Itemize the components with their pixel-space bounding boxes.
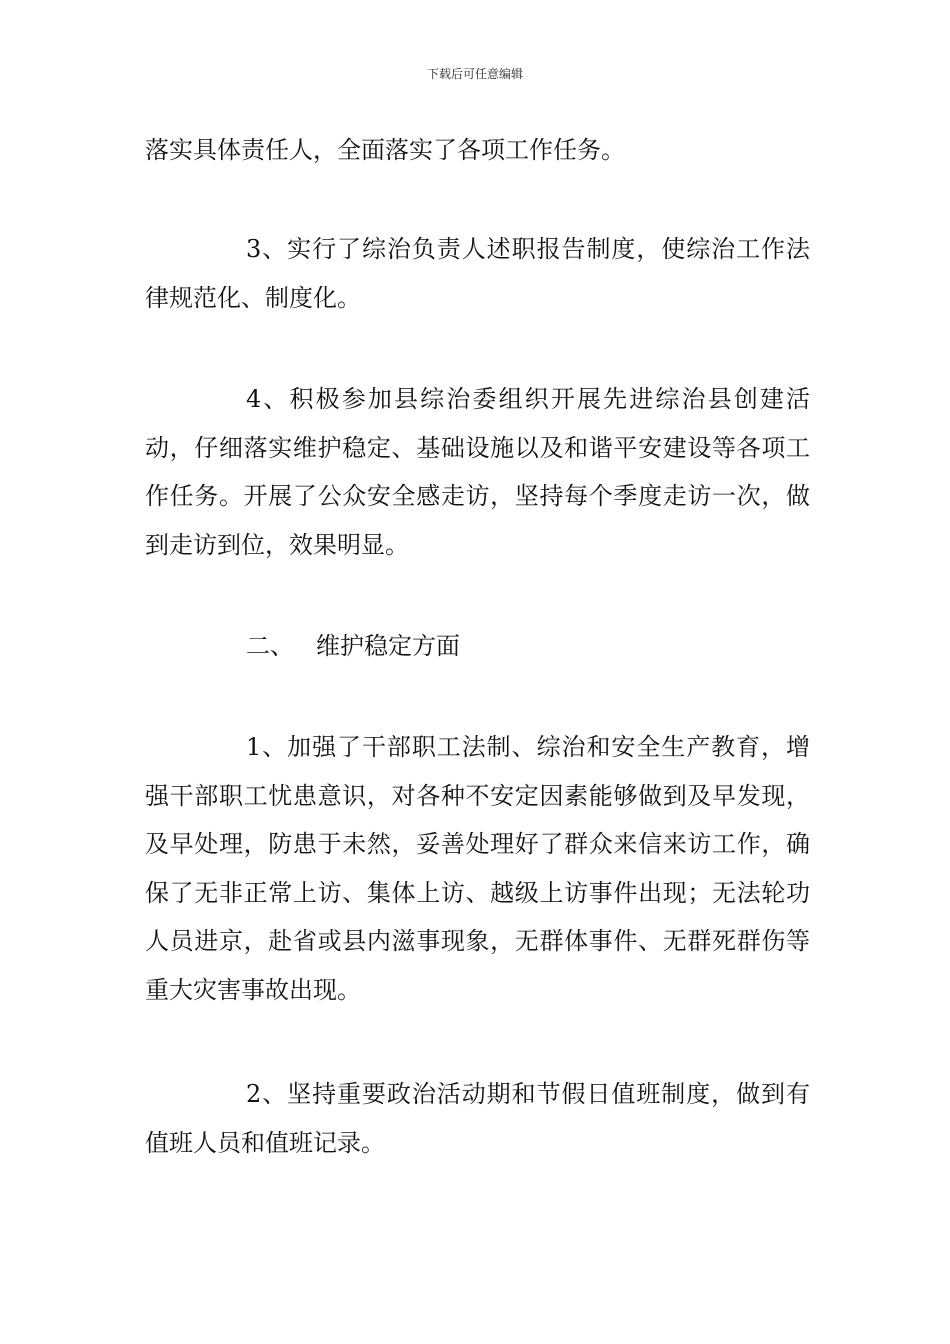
paragraph-stability-1: 1、加强了干部职工法制、综治和安全生产教育，增强干部职工忧患意识，对各种不安定因素能够做到及早发现，及早处理，防患于未然，妥善处理好了群众来信来访工作，确保了无非正常上访、集体上访、越级上访事件出现；无法轮功人员进京，赴省或县内滋事现象，无群体事件、无群死群伤等重大灾害事故出现。 [145, 733, 810, 1004]
section-heading [246, 622, 460, 671]
section-heading-number: 二、 [246, 632, 294, 660]
paragraph-item-4: 4、积极参加县综治委组织开展先进综治县创建活动，仔细落实维护稳定、基础设施以及和谐平安建设等各项工作任务。开展了公众安全感走访，坚持每个季度走访一次，做到走访到位，效果明显。 [145, 385, 810, 559]
paragraph-item-3: 3、实行了综治负责人述职报告制度，使综治工作法律规范化、制度化。 [145, 235, 810, 312]
paragraph-continuation: 落实具体责任人，全面落实了各项工作任务。 [145, 136, 625, 164]
paragraph-stability-2: 2、坚持重要政治活动期和节假日值班制度，做到有值班人员和值班记录。 [145, 1080, 810, 1157]
section-heading-title: 维护稳定方面 [316, 632, 460, 660]
header-note: 下载后可任意编辑 [426, 67, 523, 81]
